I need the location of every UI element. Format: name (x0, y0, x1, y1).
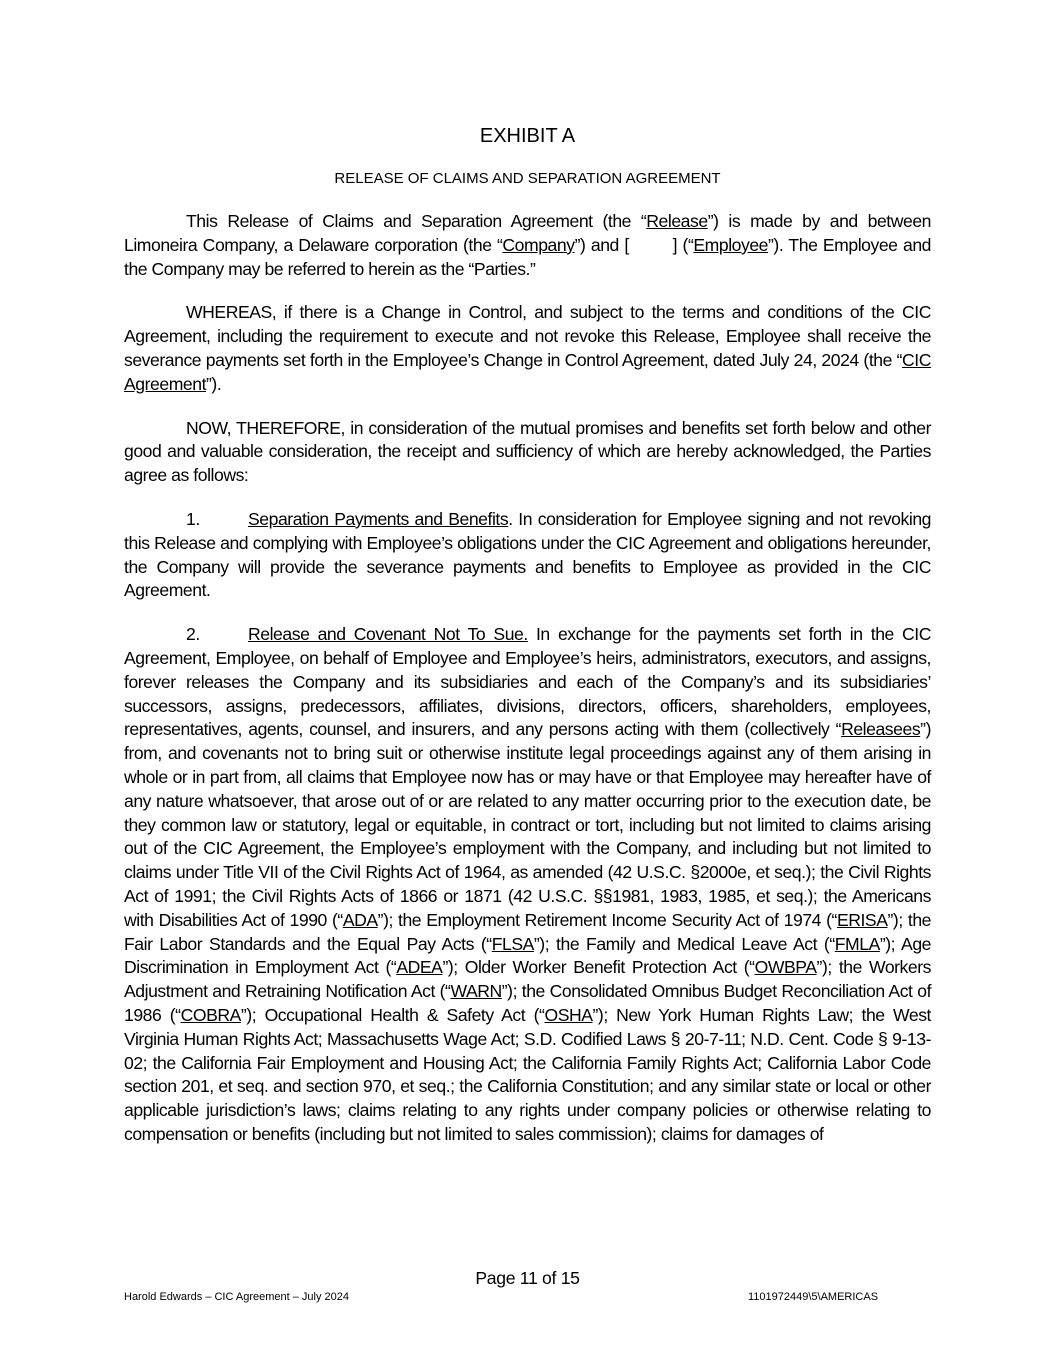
defined-term-owbpa: OWBPA (754, 957, 817, 978)
defined-term-cobra: COBRA (180, 1004, 241, 1025)
defined-term-releasees: Releasees (841, 719, 921, 740)
defined-term-employee: Employee (693, 234, 769, 255)
section-2-number: 2. (186, 624, 200, 645)
footer-document-label: Harold Edwards – CIC Agreement – July 2024 (124, 1291, 350, 1303)
section-2: 2. Release and Covenant Not To Sue. In exchange for the payments set forth in the CIC Agreement, Employee, on behalf of Employee and Employee’s heirs, administrators, executors, and assigns, forever releases the Company and its subsidiaries and each of the Company’s and its subsidiaries’ successors, assigns, predecessors, affiliates, divisions, directors, officers, shareholders, employees, representatives, agents, counsel, and insurers, and any persons acting with them (collectively “Releasees”) from, and covenants not to bring suit or otherwise institute legal proceedings against any of them arising in whole or in part from, all claims that Employee now has or may have or that Employee may hereafter have of any nature whatsoever, that arose out of or are related to any matter occurring prior to the execution date, be they common law or statutory, legal or equitable, in contract or tort, including but not limited to claims arising out of the CIC Agreement, the Employee’s employment with the Company, and including but not limited to claims under Title VII of the Civil Rights Act of 1964, as amended (42 U.S.C. §2000e, et seq.); the Civil Rights Act of 1991; the Civil Rights Acts of 1866 or 1871 (42 U.S.C. §§1981, 1983, 1985, et seq.); the Americans with Disabilities Act of 1990 (“ADA”); the Employment Retirement Income Security Act of 1974 (“ERISA”); the Fair Labor Standards and the Equal Pay Acts (“FLSA”); the Family and Medical Leave Act (“FMLA”); Age Discrimination in Employment Act (“ADEA”); Older Worker Benefit Protection Act (“OWBPA”); the Workers Adjustment and Retraining Notification Act (“WARN”); the Consolidated Omnibus Budget Reconciliation Act of 1986 (“COBRA”); Occupational Health & Safety Act (“OSHA”); New York Human Rights Law; the West Virginia Human Rights Act; Massachusetts Wage Act; S.D. Codified Laws § 20-7-11; N.D. Cent. Code § 9-13-02; the California Fair Employment and Housing Act; the California Family Rights Act; California Labor Code section 201, et seq. and section 970, et seq.; the California Constitution; and any similar state or local or other applicable jurisdiction’s laws; claims relating to any rights under company policies or otherwise relating to compensation or benefits (including but not limited to sales commission); claims for damages of (124, 624, 932, 1144)
section-1-heading: Separation Payments and Benefits (248, 508, 509, 529)
defined-term-erisa: ERISA (836, 909, 888, 930)
section-1-text: . In consideration for Employee signing and not revoking this Release and complying with Employee’s obligations under the CIC Agreement and obligations hereunder, the Company will provide the severance payments and benefits to Employee as provided in the CIC Agreement. (124, 508, 931, 601)
defined-term-company: Company (502, 234, 575, 255)
section-2-heading: Release and Covenant Not To Sue. (248, 624, 528, 645)
document-body (124, 210, 931, 1167)
document-title: RELEASE OF CLAIMS AND SEPARATION AGREEMENT (334, 170, 721, 187)
therefore-paragraph: NOW, THEREFORE, in consideration of the mutual promises and benefits set forth below and other good and valuable consideration, the receipt and sufficiency of which are hereby acknowledged, the Parties agree as follows: (124, 417, 931, 486)
defined-term-release: Release (646, 211, 708, 231)
footer-document-id: 1101972449\5\AMERICAS (748, 1291, 879, 1303)
defined-term-ada: ADA (342, 909, 378, 930)
defined-term-adea: ADEA (396, 957, 443, 978)
defined-term-warn: WARN (450, 981, 502, 1002)
defined-term-fmla: FMLA (834, 933, 880, 954)
defined-term-osha: OSHA (544, 1004, 593, 1025)
whereas-paragraph: WHEREAS, if there is a Change in Control, and subject to the terms and conditions of the CIC Agreement, including the requirement to execute and not revoke this Release, Employee shall receive the severance payments set forth in the Employee’s Change in Control Agreement, dated July 24, 2024 (the “CIC Agreement”). (124, 302, 931, 394)
intro-paragraph: This Release of Claims and Separation Agreement (the “Release”) is made by and between Limoneira Company, a Delaware corporation (the “Company”) and [ ] (“Employee”). The Employee and the Company may be referred to herein as the “Parties.” (124, 211, 931, 279)
page-number: Page 11 of 15 (475, 1268, 580, 1288)
defined-term-cic-agreement: CIC Agreement (124, 349, 931, 394)
section-1-number: 1. (186, 508, 200, 529)
exhibit-title: EXHIBIT A (479, 125, 576, 147)
defined-term-flsa: FLSA (491, 933, 534, 954)
section-1 (124, 508, 931, 603)
